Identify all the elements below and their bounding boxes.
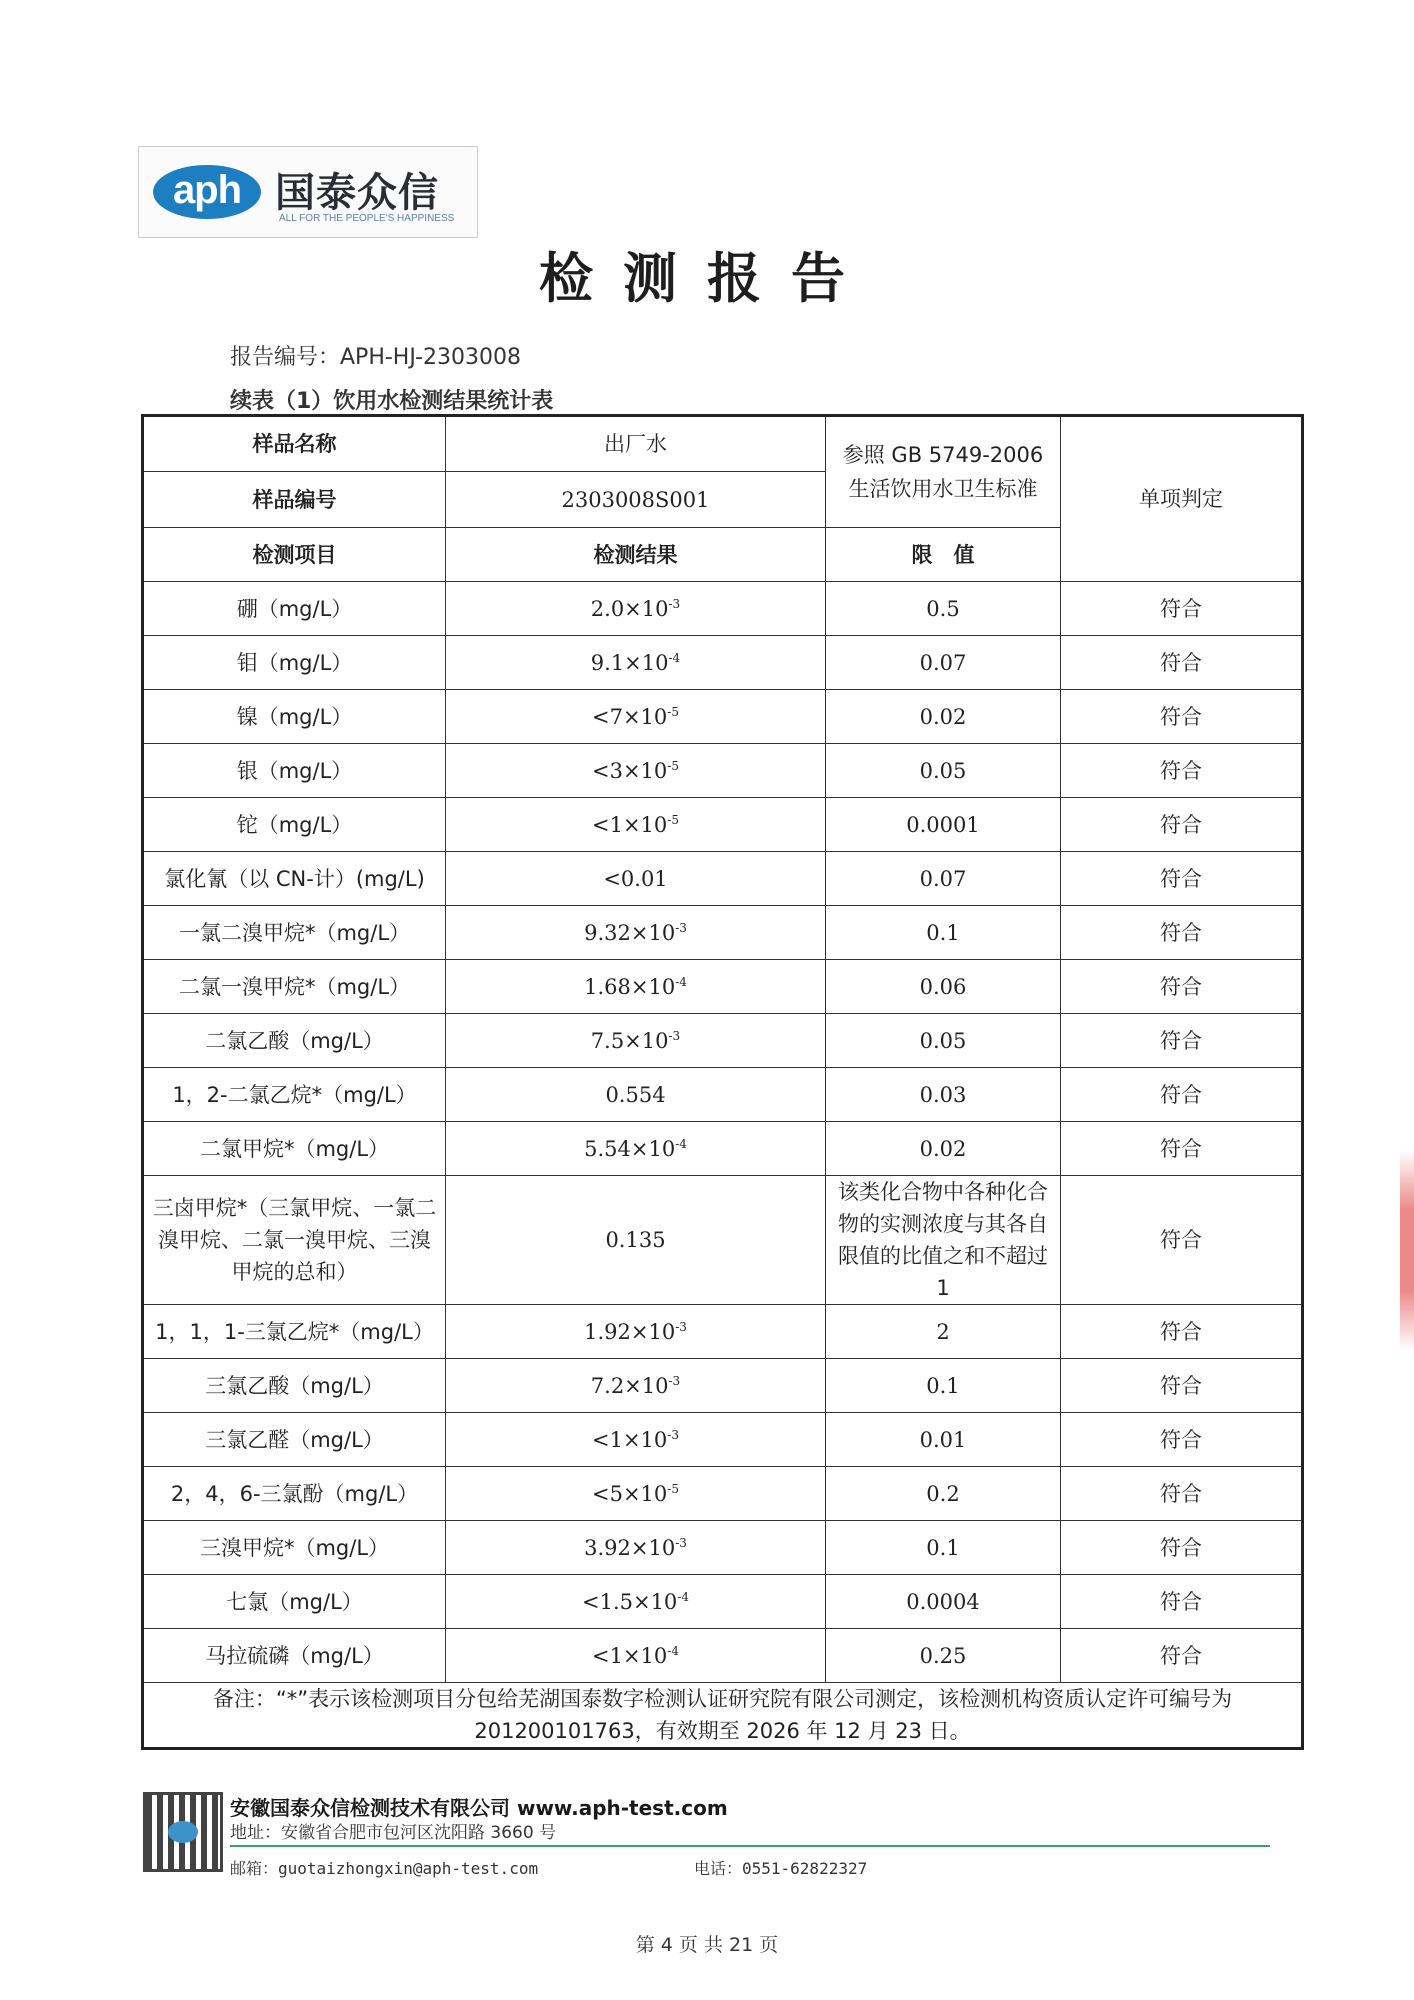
- limit-value: 0.0004: [826, 1575, 1061, 1629]
- table-row: [143, 1305, 1303, 1359]
- result-exponent: -5: [667, 1481, 679, 1496]
- test-result: [446, 960, 826, 1014]
- judgement-value: 符合: [1061, 1521, 1303, 1575]
- judgement-value: 符合: [1061, 1176, 1303, 1305]
- test-item: 三卤甲烷*（三氯甲烷、一氯二溴甲烷、二氯一溴甲烷、三溴甲烷的总和）: [143, 1176, 446, 1305]
- result-exponent: -4: [675, 974, 687, 989]
- limit-value: 该类化合物中各种化合物的实测浓度与其各自限值的比值之和不超过 1: [826, 1176, 1061, 1305]
- result-exponent: -4: [677, 1589, 689, 1604]
- result-value: 9.1×10: [590, 650, 669, 675]
- judgement-value: 符合: [1061, 1359, 1303, 1413]
- result-exponent: -3: [675, 1535, 687, 1550]
- test-result: [446, 1122, 826, 1176]
- judgement-value: 符合: [1061, 1575, 1303, 1629]
- limit-value: 0.03: [826, 1068, 1061, 1122]
- test-result: [446, 1176, 826, 1305]
- test-item: 钼（mg/L）: [143, 636, 446, 690]
- table-row: [143, 1359, 1303, 1413]
- result-header: 检测结果: [446, 528, 826, 582]
- footer-company: 安徽国泰众信检测技术有限公司 www.aph-test.com: [230, 1796, 728, 1820]
- standard-reference: 参照 GB 5749-2006 生活饮用水卫生标准: [826, 416, 1061, 528]
- test-result: [446, 852, 826, 906]
- header-row-sample-name: [143, 416, 1303, 472]
- limit-value: 0.1: [826, 906, 1061, 960]
- test-result: [446, 636, 826, 690]
- limit-value: 0.05: [826, 1014, 1061, 1068]
- judgement-value: 符合: [1061, 1122, 1303, 1176]
- footer-phone: 电话：0551-62822327: [694, 1859, 868, 1878]
- result-value: 1.92×10: [584, 1319, 676, 1344]
- sample-id-value: 2303008S001: [446, 472, 826, 528]
- logo-name: 国泰众信: [275, 170, 439, 216]
- result-value: 3.92×10: [584, 1535, 676, 1560]
- limit-header: 限 值: [826, 528, 1061, 582]
- result-value: <7×10: [592, 704, 668, 729]
- judgement-value: 符合: [1061, 1629, 1303, 1683]
- test-result: [446, 1305, 826, 1359]
- judgement-value: 符合: [1061, 1068, 1303, 1122]
- company-logo: [138, 146, 478, 238]
- result-exponent: -5: [667, 704, 679, 719]
- test-item: 二氯甲烷*（mg/L）: [143, 1122, 446, 1176]
- sample-name-value: 出厂水: [446, 416, 826, 472]
- judgement-value: 符合: [1061, 636, 1303, 690]
- test-item: 2，4，6-三氯酚（mg/L）: [143, 1467, 446, 1521]
- note-row: [143, 1683, 1303, 1749]
- page-number: 第 4 页 共 21 页: [635, 1934, 779, 1956]
- judgement-value: 符合: [1061, 1467, 1303, 1521]
- qr-code-icon: [143, 1792, 223, 1872]
- result-value: <1.5×10: [581, 1589, 678, 1614]
- judgement-value: 符合: [1061, 582, 1303, 636]
- result-value: <5×10: [592, 1481, 668, 1506]
- result-value: 1.68×10: [584, 974, 676, 999]
- results-table: [141, 414, 1304, 1750]
- judgement-header: 单项判定: [1061, 416, 1303, 582]
- table-note: 备注：“*”表示该检测项目分包给芜湖国泰数字检测认证研究院有限公司测定，该检测机构资质认定许可编号为 201200101763，有效期至 2026 年 12 月 23 日。: [143, 1683, 1303, 1749]
- test-result: [446, 906, 826, 960]
- judgement-value: 符合: [1061, 852, 1303, 906]
- test-result: [446, 1521, 826, 1575]
- result-exponent: -3: [668, 596, 681, 611]
- limit-value: 0.0001: [826, 798, 1061, 852]
- test-result: [446, 582, 826, 636]
- judgement-value: 符合: [1061, 1305, 1303, 1359]
- item-header: 检测项目: [143, 528, 446, 582]
- result-value: 7.5×10: [590, 1028, 669, 1053]
- table-row: [143, 960, 1303, 1014]
- judgement-value: 符合: [1061, 690, 1303, 744]
- table-row: [143, 1629, 1303, 1683]
- test-result: [446, 798, 826, 852]
- test-result: [446, 1359, 826, 1413]
- limit-value: 0.01: [826, 1413, 1061, 1467]
- result-value: 9.32×10: [584, 920, 676, 945]
- result-exponent: -5: [667, 812, 679, 827]
- table-row: [143, 1413, 1303, 1467]
- test-item: 银（mg/L）: [143, 744, 446, 798]
- footer-email: 邮箱：guotaizhongxin@aph-test.com: [230, 1859, 539, 1878]
- limit-value: 0.2: [826, 1467, 1061, 1521]
- result-value: 5.54×10: [584, 1136, 676, 1161]
- test-item: 1，2-二氯乙烷*（mg/L）: [143, 1068, 446, 1122]
- table-row: [143, 798, 1303, 852]
- test-result: [446, 1467, 826, 1521]
- footer-divider: [230, 1845, 1270, 1847]
- judgement-value: 符合: [1061, 744, 1303, 798]
- table-row: [143, 852, 1303, 906]
- table-row: [143, 906, 1303, 960]
- test-item: 七氯（mg/L）: [143, 1575, 446, 1629]
- result-value: 0.554: [605, 1082, 666, 1107]
- limit-value: 0.02: [826, 690, 1061, 744]
- judgement-value: 符合: [1061, 798, 1303, 852]
- result-exponent: -3: [668, 1028, 681, 1043]
- test-item: 三氯乙醛（mg/L）: [143, 1413, 446, 1467]
- table-subtitle: 续表（1）饮用水检测结果统计表: [230, 389, 554, 414]
- result-value: 7.2×10: [590, 1373, 669, 1398]
- limit-value: 0.02: [826, 1122, 1061, 1176]
- table-row: [143, 1575, 1303, 1629]
- logo-mark: aph: [153, 165, 261, 219]
- judgement-value: 符合: [1061, 906, 1303, 960]
- test-item: 三溴甲烷*（mg/L）: [143, 1521, 446, 1575]
- result-exponent: -4: [675, 1136, 687, 1151]
- test-item: 1，1，1-三氯乙烷*（mg/L）: [143, 1305, 446, 1359]
- test-result: [446, 744, 826, 798]
- test-item: 氯化氰（以 CN-计）(mg/L): [143, 852, 446, 906]
- limit-value: 0.5: [826, 582, 1061, 636]
- result-exponent: -5: [667, 758, 679, 773]
- table-row: [143, 690, 1303, 744]
- test-result: [446, 1413, 826, 1467]
- table-row: [143, 636, 1303, 690]
- limit-value: 0.1: [826, 1359, 1061, 1413]
- result-value: <1×10: [592, 1427, 668, 1452]
- test-result: [446, 1629, 826, 1683]
- limit-value: 0.06: [826, 960, 1061, 1014]
- logo-tagline: ALL FOR THE PEOPLE'S HAPPINESS: [279, 213, 455, 224]
- test-item: 马拉硫磷（mg/L）: [143, 1629, 446, 1683]
- limit-value: 0.1: [826, 1521, 1061, 1575]
- table-row: [143, 1521, 1303, 1575]
- judgement-value: 符合: [1061, 960, 1303, 1014]
- result-value: <3×10: [592, 758, 668, 783]
- test-result: [446, 690, 826, 744]
- sample-name-label: 样品名称: [143, 416, 446, 472]
- report-number: 报告编号：APH-HJ-2303008: [230, 345, 521, 370]
- test-result: [446, 1014, 826, 1068]
- result-exponent: -3: [668, 1373, 681, 1388]
- result-value: <1×10: [592, 812, 668, 837]
- limit-value: 0.07: [826, 852, 1061, 906]
- result-exponent: -4: [668, 650, 681, 665]
- table-row: [143, 1176, 1303, 1305]
- limit-value: 0.07: [826, 636, 1061, 690]
- limit-value: 0.05: [826, 744, 1061, 798]
- result-value: 0.135: [605, 1228, 666, 1252]
- test-item: 一氯二溴甲烷*（mg/L）: [143, 906, 446, 960]
- sample-id-label: 样品编号: [143, 472, 446, 528]
- test-item: 二氯乙酸（mg/L）: [143, 1014, 446, 1068]
- test-item: 镍（mg/L）: [143, 690, 446, 744]
- test-item: 三氯乙酸（mg/L）: [143, 1359, 446, 1413]
- table-row: [143, 1068, 1303, 1122]
- result-value: <1×10: [592, 1643, 668, 1668]
- stamp-edge-mark: [1400, 1150, 1414, 1350]
- table-row: [143, 744, 1303, 798]
- limit-value: 2: [826, 1305, 1061, 1359]
- judgement-value: 符合: [1061, 1413, 1303, 1467]
- result-value: 2.0×10: [590, 596, 669, 621]
- table-row: [143, 1014, 1303, 1068]
- limit-value: 0.25: [826, 1629, 1061, 1683]
- test-item: 二氯一溴甲烷*（mg/L）: [143, 960, 446, 1014]
- result-exponent: -3: [675, 920, 687, 935]
- table-row: [143, 1467, 1303, 1521]
- table-row: [143, 582, 1303, 636]
- result-value: <0.01: [603, 866, 668, 891]
- result-exponent: -4: [667, 1643, 679, 1658]
- test-result: [446, 1068, 826, 1122]
- result-exponent: -3: [675, 1319, 687, 1334]
- test-item: 铊（mg/L）: [143, 798, 446, 852]
- footer-address: 地址：安徽省合肥市包河区沈阳路 3660 号: [230, 1823, 557, 1843]
- judgement-value: 符合: [1061, 1014, 1303, 1068]
- table-row: [143, 1122, 1303, 1176]
- test-result: [446, 1575, 826, 1629]
- result-exponent: -3: [667, 1427, 679, 1442]
- document-title: 检测报告: [539, 247, 875, 310]
- test-item: 硼（mg/L）: [143, 582, 446, 636]
